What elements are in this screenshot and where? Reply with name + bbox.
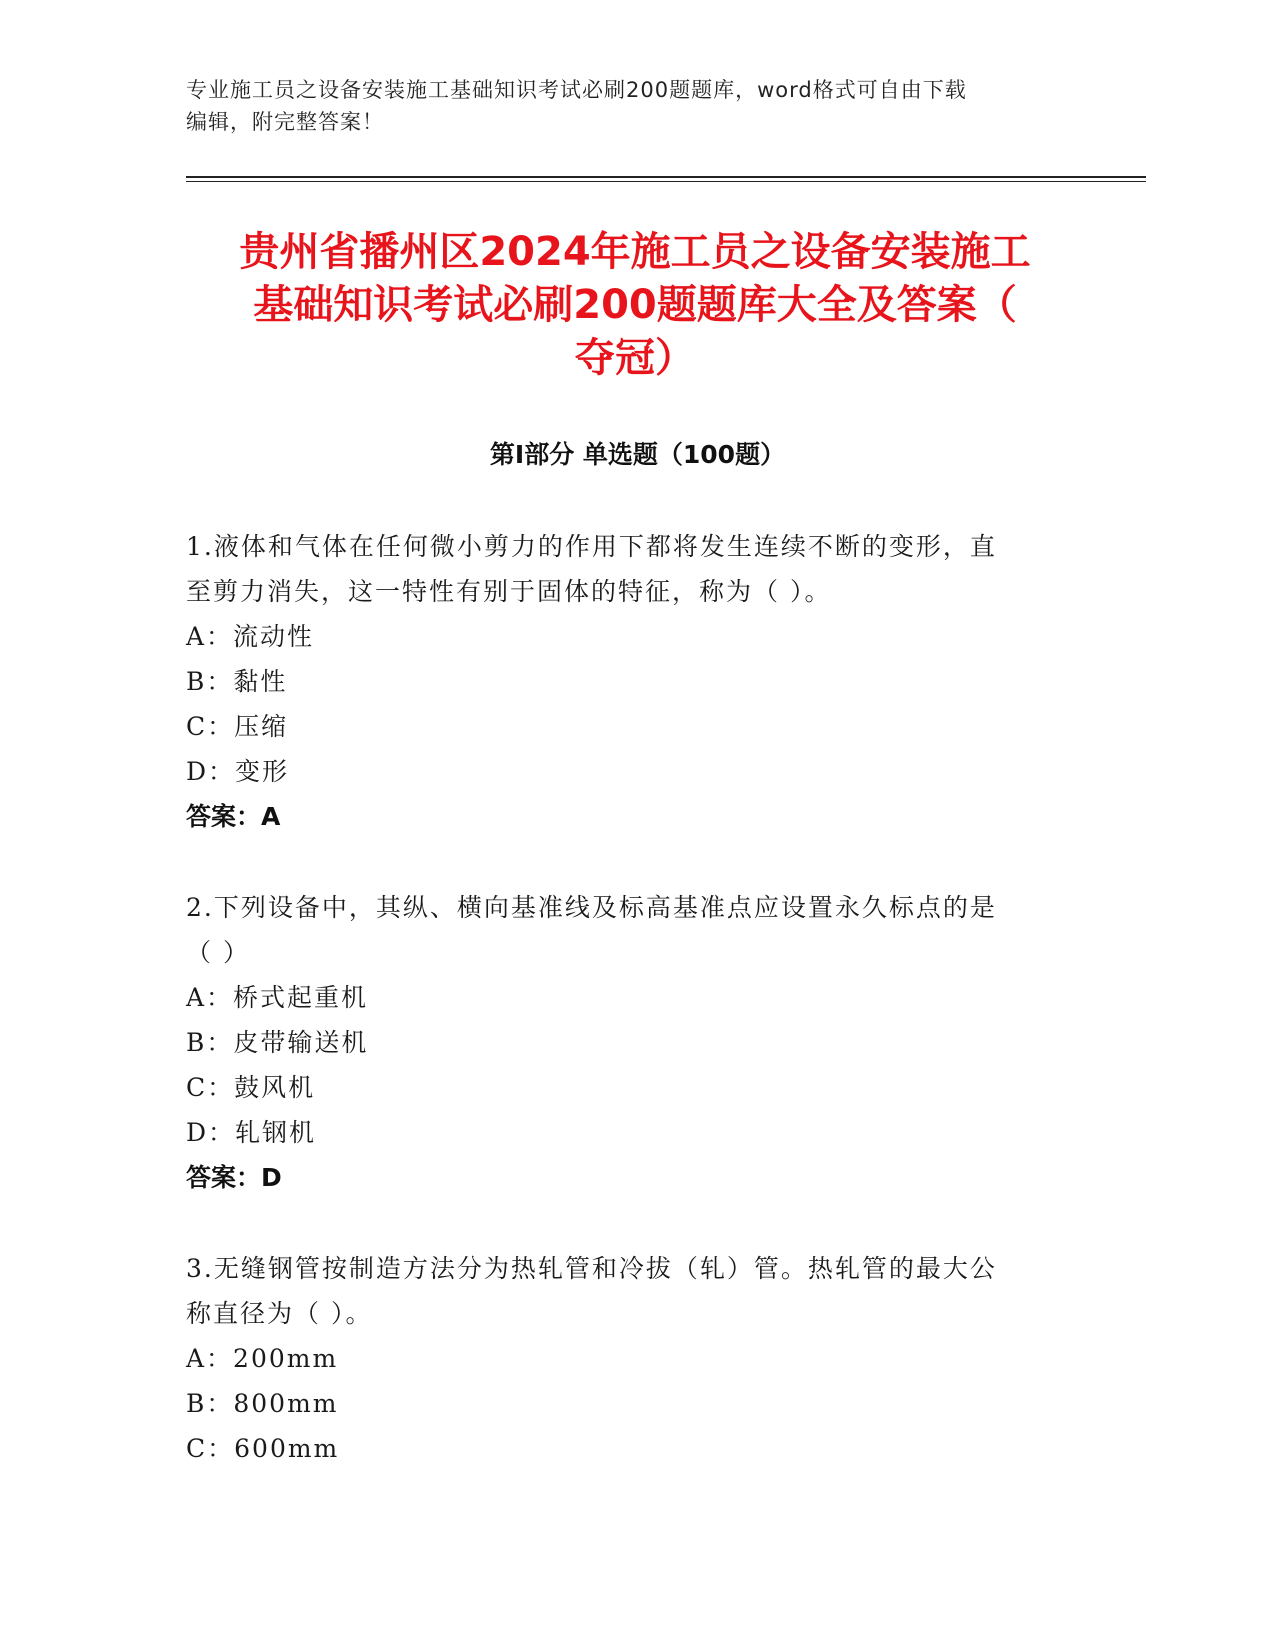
option-a: A：流动性 <box>186 622 315 651</box>
option-c: C：压缩 <box>186 712 289 741</box>
question-3 <box>186 1246 1066 1471</box>
question-stem-line1: 3.无缝钢管按制造方法分为热轧管和冷拔（轧）管。热轧管的最大公 <box>186 1254 997 1283</box>
option-a: A：200mm <box>186 1344 339 1373</box>
question-stem-line2: 至剪力消失，这一特性有别于固体的特征，称为（ ）。 <box>186 577 832 606</box>
option-c: C：600mm <box>186 1434 340 1463</box>
option-a: A：桥式起重机 <box>186 983 369 1012</box>
answer: 答案：D <box>186 1163 282 1192</box>
title-line3: 夺冠） <box>575 335 695 381</box>
option-b: B：皮带输送机 <box>186 1028 369 1057</box>
question-stem-line2: 称直径为（ ）。 <box>186 1299 373 1328</box>
header-divider-thin <box>186 181 1146 182</box>
question-1 <box>186 524 1066 839</box>
question-stem-line1: 1.液体和气体在任何微小剪力的作用下都将发生连续不断的变形，直 <box>186 532 997 561</box>
option-d: D：轧钢机 <box>186 1118 317 1147</box>
question-stem-line1: 2.下列设备中，其纵、横向基准线及标高基准点应设置永久标点的是 <box>186 893 997 922</box>
question-2 <box>186 885 1066 1200</box>
option-d: D：变形 <box>186 757 290 786</box>
header-note-line1: 专业施工员之设备安装施工基础知识考试必刷200题题库，word格式可自由下载 <box>186 78 967 102</box>
option-b: B：黏性 <box>186 667 288 696</box>
title-line2: 基础知识考试必刷200题题库大全及答案（ <box>253 282 1017 328</box>
section-heading: 第Ⅰ部分 单选题（100题） <box>489 440 786 469</box>
document-title <box>170 226 1100 385</box>
question-stem-line2: （ ） <box>186 938 250 967</box>
header-note <box>186 74 1086 138</box>
header-note-line2: 编辑，附完整答案！ <box>186 110 384 134</box>
option-b: B：800mm <box>186 1389 339 1418</box>
title-line1: 贵州省播州区2024年施工员之设备安装施工 <box>239 229 1031 275</box>
option-c: C：鼓风机 <box>186 1073 316 1102</box>
answer: 答案：A <box>186 802 281 831</box>
header-divider-thick <box>186 176 1146 178</box>
